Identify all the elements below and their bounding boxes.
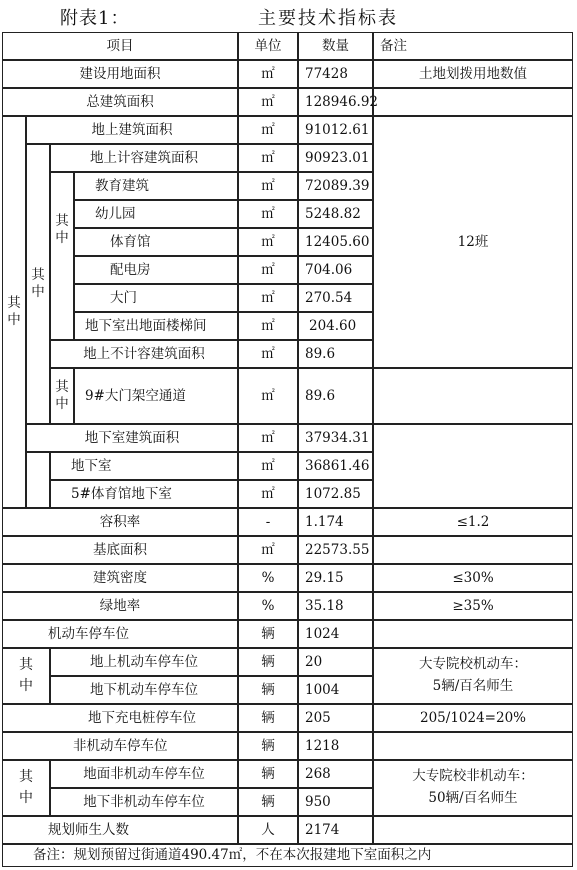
row-unit: % (238, 592, 298, 620)
row-unit: 辆 (238, 704, 298, 732)
row-label: 绿地率 (2, 592, 238, 620)
row-unit: ㎡ (238, 200, 298, 228)
qizhong-motor: 其 中 (2, 648, 50, 704)
row-label: 地下非机动车停车位 (50, 788, 238, 816)
row-label: 地下室建筑面积 (26, 424, 238, 452)
note-empty (373, 536, 573, 564)
row-qty: 36861.46 (298, 452, 373, 480)
row-label: 5#体育馆地下室 (50, 480, 238, 508)
row-unit: ㎡ (238, 88, 298, 116)
note-green: ≥35% (373, 592, 573, 620)
note-classes: 12班 (373, 116, 573, 368)
row-unit: ㎡ (238, 256, 298, 284)
footer-note: 备注：规划预留过街通道490.47㎡，不在本次报建地下室面积之内 (2, 844, 573, 867)
note-empty (373, 816, 573, 844)
qizhong-level2: 其 中 (26, 144, 50, 424)
row-label: 地上计容建筑面积 (50, 144, 238, 172)
row-label: 幼儿园 (74, 200, 238, 228)
row-qty: 35.18 (298, 592, 373, 620)
note-empty (373, 368, 573, 424)
row-unit: 辆 (238, 620, 298, 648)
row-label: 地下机动车停车位 (50, 676, 238, 704)
row-label: 地面非机动车停车位 (50, 760, 238, 788)
note-land: 土地划拨用地数值 (373, 60, 573, 88)
row-unit: 人 (238, 816, 298, 844)
qizhong-nonmotor: 其 中 (2, 760, 50, 816)
row-unit: 辆 (238, 732, 298, 760)
row-qty: 22573.55 (298, 536, 373, 564)
appendix-label: 附表1： (60, 8, 130, 29)
note-empty (373, 732, 573, 760)
row-qty: 5248.82 (298, 200, 373, 228)
row-label: 教育建筑 (74, 172, 238, 200)
row-label: 总建筑面积 (2, 88, 238, 116)
row-label: 机动车停车位 (2, 620, 238, 648)
header-qty: 数量 (298, 32, 373, 60)
note-far: ≤1.2 (373, 508, 573, 536)
qizhong-level3: 其 中 (50, 172, 74, 340)
row-unit: ㎡ (238, 172, 298, 200)
qizhong-level3b: 其 中 (50, 368, 74, 424)
page-title (0, 0, 577, 34)
row-label: 容积率 (2, 508, 238, 536)
note-motor: 大专院校机动车： 5辆/百名师生 (373, 648, 573, 704)
header-note: 备注 (373, 32, 573, 60)
row-qty: 1004 (298, 676, 373, 704)
row-unit: ㎡ (238, 480, 298, 508)
row-unit: ㎡ (238, 144, 298, 172)
row-unit: ㎡ (238, 340, 298, 368)
row-unit: 辆 (238, 760, 298, 788)
row-label: 地上机动车停车位 (50, 648, 238, 676)
table-title: 主要技术指标表 (258, 8, 398, 29)
row-label: 地下室 (50, 452, 238, 480)
row-unit: ㎡ (238, 284, 298, 312)
row-label: 地上建筑面积 (26, 116, 238, 144)
note-nonmotor: 大专院校非机动车： 50辆/百名师生 (373, 760, 573, 816)
row-unit: ㎡ (238, 116, 298, 144)
row-unit: - (238, 508, 298, 536)
row-label: 建设用地面积 (2, 60, 238, 88)
row-qty: 12405.60 (298, 228, 373, 256)
row-qty: 704.06 (298, 256, 373, 284)
row-qty: 90923.01 (298, 144, 373, 172)
note-charge: 205/1024=20% (373, 704, 573, 732)
row-qty: 72089.39 (298, 172, 373, 200)
row-qty: 950 (298, 788, 373, 816)
row-qty: 270.54 (298, 284, 373, 312)
header-item: 项目 (2, 32, 238, 60)
indicator-table (3, 33, 574, 867)
row-qty: 89.6 (298, 368, 373, 424)
row-qty: 1072.85 (298, 480, 373, 508)
row-label: 地下室出地面楼梯间 (74, 312, 238, 340)
row-label: 基底面积 (2, 536, 238, 564)
row-qty: 205 (298, 704, 373, 732)
header-unit: 单位 (238, 32, 298, 60)
blank-cell (26, 452, 50, 508)
row-unit: 辆 (238, 648, 298, 676)
row-qty: 89.6 (298, 340, 373, 368)
row-qty: 268 (298, 760, 373, 788)
row-label: 配电房 (74, 256, 238, 284)
row-label: 9#大门架空通道 (74, 368, 238, 424)
row-qty: 20 (298, 648, 373, 676)
row-qty: 29.15 (298, 564, 373, 592)
row-label: 建筑密度 (2, 564, 238, 592)
row-qty: 1.174 (298, 508, 373, 536)
row-label: 非机动车停车位 (2, 732, 238, 760)
row-unit: % (238, 564, 298, 592)
row-qty: 128946.92 (298, 88, 373, 116)
row-label: 地下充电桩停车位 (2, 704, 238, 732)
row-unit: ㎡ (238, 228, 298, 256)
qizhong-level1: 其 中 (2, 116, 26, 508)
note-empty (373, 424, 573, 508)
row-unit: ㎡ (238, 312, 298, 340)
row-unit: ㎡ (238, 368, 298, 424)
row-unit: 辆 (238, 676, 298, 704)
row-unit: ㎡ (238, 424, 298, 452)
row-qty: 1024 (298, 620, 373, 648)
row-label: 规划师生人数 (2, 816, 238, 844)
row-label: 大门 (74, 284, 238, 312)
note-empty (373, 620, 573, 648)
row-label: 地上不计容建筑面积 (50, 340, 238, 368)
row-qty: 2174 (298, 816, 373, 844)
row-qty: 204.60 (298, 312, 373, 340)
row-unit: ㎡ (238, 536, 298, 564)
note-empty (373, 88, 573, 116)
row-unit: 辆 (238, 788, 298, 816)
row-qty: 37934.31 (298, 424, 373, 452)
row-qty: 77428 (298, 60, 373, 88)
row-label: 体育馆 (74, 228, 238, 256)
row-qty: 1218 (298, 732, 373, 760)
row-qty: 91012.61 (298, 116, 373, 144)
row-unit: ㎡ (238, 60, 298, 88)
note-density: ≤30% (373, 564, 573, 592)
row-unit: ㎡ (238, 452, 298, 480)
